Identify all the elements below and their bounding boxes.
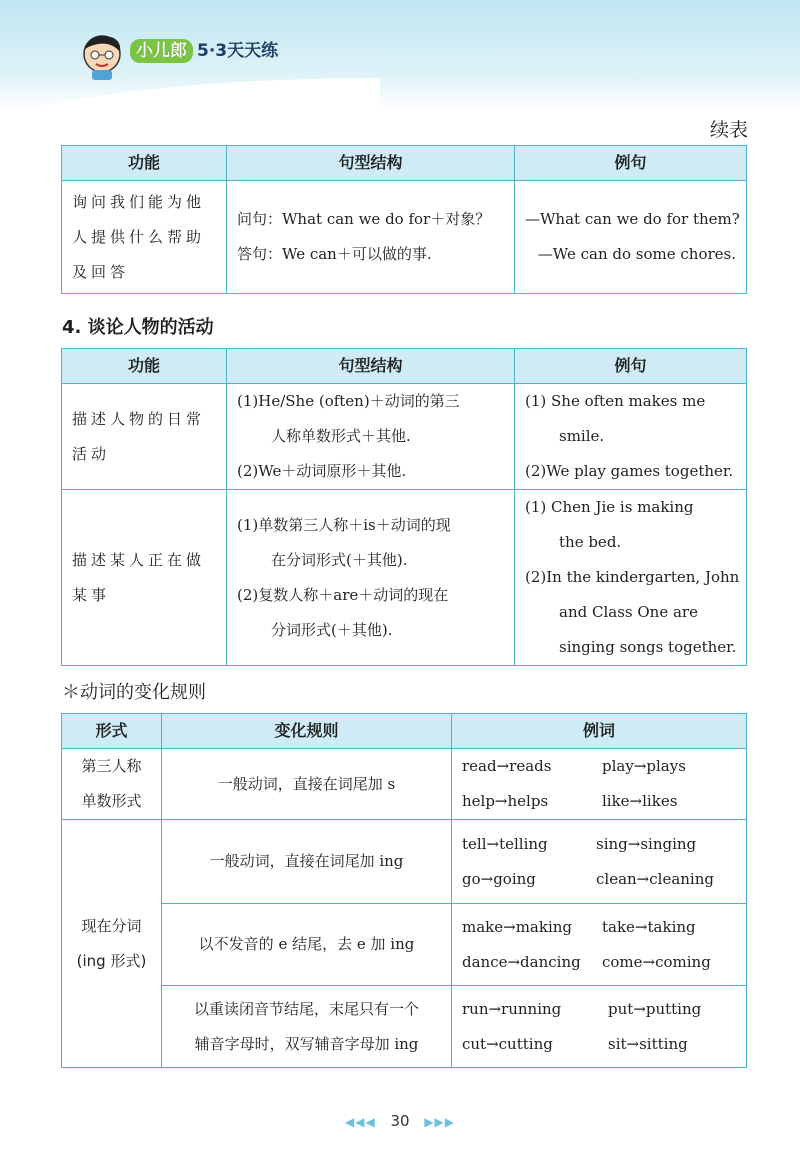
example-cell: —What can we do for them? —We can do some chores. <box>515 181 747 294</box>
continued-label: 续表 <box>709 119 748 141</box>
word-pair-row: tell→telling sing→singing <box>462 834 697 853</box>
left-arrows-icon: ◀◀◀ <box>344 1115 376 1129</box>
col-header-example-words: 例词 <box>452 714 747 749</box>
col-header-structure: 句型结构 <box>227 146 515 181</box>
structure-cell: 问句：What can we do for＋对象？ 答句：We can＋可以做的事. <box>227 181 515 294</box>
function-cell: 描述人物的日常 活动 <box>62 384 227 490</box>
page-number: 30 <box>390 1112 410 1130</box>
rule-cell: 一般动词，直接在词尾加 s <box>162 749 452 820</box>
function-cell: 描述某人正在做 某事 <box>62 490 227 666</box>
col-header-form: 形式 <box>62 714 162 749</box>
brand-small: 小儿郎 <box>130 39 193 63</box>
word-pair-row: help→helps like→likes <box>462 792 678 810</box>
col-header-example: 例句 <box>515 349 747 384</box>
page-footer <box>0 1112 800 1130</box>
table-verb-rules <box>61 713 747 1068</box>
form-cell: 第三人称 单数形式 <box>62 749 162 820</box>
right-arrows-icon: ▶▶▶ <box>424 1115 456 1129</box>
col-header-example: 例句 <box>515 146 747 181</box>
rule-cell: 以重读闭音节结尾，末尾只有一个 辅音字母时，双写辅音字母加 ing <box>162 986 452 1068</box>
function-cell: 询问我们能为他 人提供什么帮助 及回答 <box>62 181 227 294</box>
example-words-cell <box>452 904 747 986</box>
col-header-rule: 变化规则 <box>162 714 452 749</box>
form-cell: 现在分词 (ing 形式) <box>62 820 162 1068</box>
example-words-cell <box>452 986 747 1068</box>
verb-rules-title: ＊动词的变化规则 <box>62 682 206 703</box>
structure-cell: (1)单数第三人称＋is＋动词的现 在分词形式(＋其他). (2)复数人称＋are＋动词的现在 分词形式(＋其他). <box>227 490 515 666</box>
brand-title <box>130 36 278 61</box>
brand-series: 5·3天天练 <box>197 41 279 61</box>
example-words-cell <box>452 820 747 904</box>
example-words-cell <box>452 749 747 820</box>
word-pair-row: go→going clean→cleaning <box>462 869 714 888</box>
example-cell: (1) She often makes me smile. (2)We play games together. <box>515 384 747 490</box>
rule-cell: 一般动词，直接在词尾加 ing <box>162 820 452 904</box>
word-pair-row: dance→dancing come→coming <box>462 952 711 971</box>
word-pair-row: make→making take→taking <box>462 917 696 936</box>
col-header-structure: 句型结构 <box>227 349 515 384</box>
table-talk-activities <box>61 348 747 666</box>
word-pair-row: read→reads play→plays <box>462 757 686 775</box>
table-ask-help <box>61 145 747 294</box>
section-4-title: 4. 谈论人物的活动 <box>62 317 214 338</box>
structure-cell: (1)He/She (often)＋动词的第三 人称单数形式＋其他. (2)We＋动词原形＋其他. <box>227 384 515 490</box>
word-pair-row: cut→cutting sit→sitting <box>462 1034 688 1053</box>
mascot-logo-icon <box>76 30 128 82</box>
example-cell: (1) Chen Jie is making the bed. (2)In the kindergarten, John and Class One are singing songs together. <box>515 490 747 666</box>
rule-cell: 以不发音的 e 结尾，去 e 加 ing <box>162 904 452 986</box>
col-header-function: 功能 <box>62 349 227 384</box>
word-pair-row: run→running put→putting <box>462 999 702 1018</box>
col-header-function: 功能 <box>62 146 227 181</box>
